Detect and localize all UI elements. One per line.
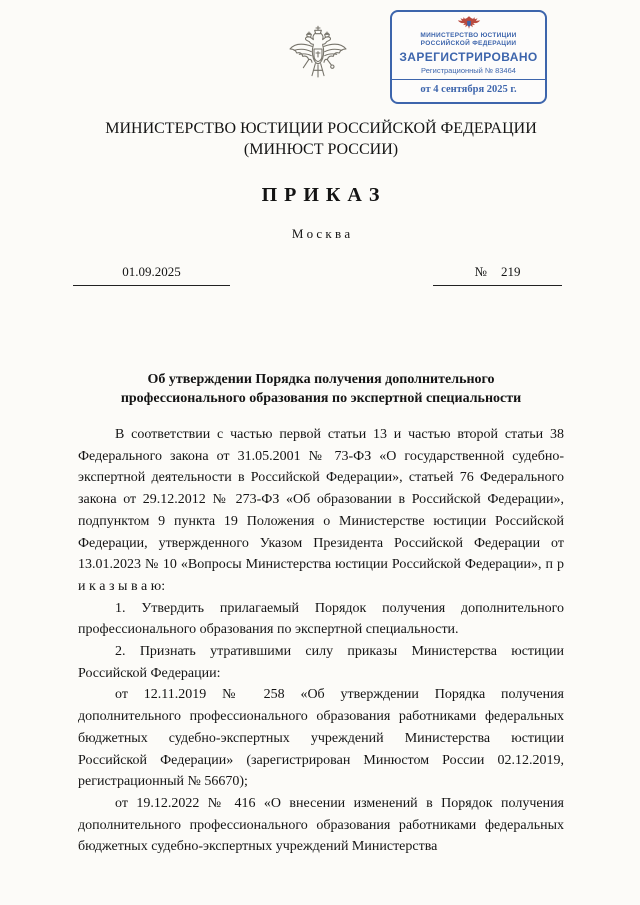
document-type-heading: П Р И К А З [261,184,381,206]
date-number-row [73,264,562,286]
order-body [78,424,564,858]
body-paragraph: 1. Утвердить прилагаемый Порядок получения дополнительного профессионального образования по экспертной специальности. [78,600,564,638]
document-content [78,118,564,858]
order-number-value: 219 [500,264,521,279]
stamp-registration-number: Регистрационный № 83464 [421,66,516,75]
ministry-emblem-icon [392,14,545,31]
body-paragraph: от 12.11.2019 № 258 «Об утверждении Порядка получения дополнительного профессионального образования работниками федеральных бюджетных судебно-экспертных учреждений Министерства юстиции Российской Федерации» (зарегистрирован Минюстом России 02.12.2019, регистрационный № 56670); [78,687,564,790]
order-number [433,264,562,286]
registration-stamp [390,10,547,104]
order-date: 01.09.2025 [73,264,230,286]
body-paragraph: 2. Признать утратившими силу приказы Министерства юстиции Российской Федерации: [78,644,564,681]
stamp-ministry-line1: МИНИСТЕРСТВО ЮСТИЦИИ [420,32,517,39]
stamp-date: от 4 сентября 2025 г. [392,79,545,95]
body-paragraph: В соответствии с частью первой статьи 13 и частью второй статьи 38 Федерального закона от 31.05.2001 № 73-ФЗ «О государственной судебно-экспертной деятельности в Российской Федерации», статьей 76 Федерального закона от 29.12.2012 № 273-ФЗ «Об образовании в Российской Федерации», подпунктом 9 пункта 19 Положения о Министерстве юстиции Российской Федерации, утвержденного Указом Президента Российской Федерации от 13.01.2023 № 10 «Вопросы Министерства юстиции Российской Федерации», п р и к а з ы в а ю: [78,427,564,594]
body-paragraph: от 19.12.2022 № 416 «О внесении изменений в Порядок получения дополнительного профессионального образования работниками федеральных бюджетных судебно-экспертных учреждений Министерства [78,795,564,855]
order-title: Об утверждении Порядка получения дополнительного профессионального образования по экспертной специальности [120,372,522,406]
order-number-label: № [474,264,487,279]
ministry-name: МИНИСТЕРСТВО ЮСТИЦИИ РОССИЙСКОЙ ФЕДЕРАЦИИ [105,120,537,137]
stamp-ministry-name [392,32,545,48]
ministry-short-name: (МИНЮСТ РОССИИ) [243,141,399,158]
stamp-ministry-line2: РОССИЙСКОЙ ФЕДЕРАЦИИ [420,40,517,47]
ministry-heading [78,118,564,160]
stamp-registered-label: ЗАРЕГИСТРИРОВАНО [399,50,538,64]
city-label: М о с к в а [291,226,351,241]
russia-coat-of-arms-icon [284,25,352,105]
